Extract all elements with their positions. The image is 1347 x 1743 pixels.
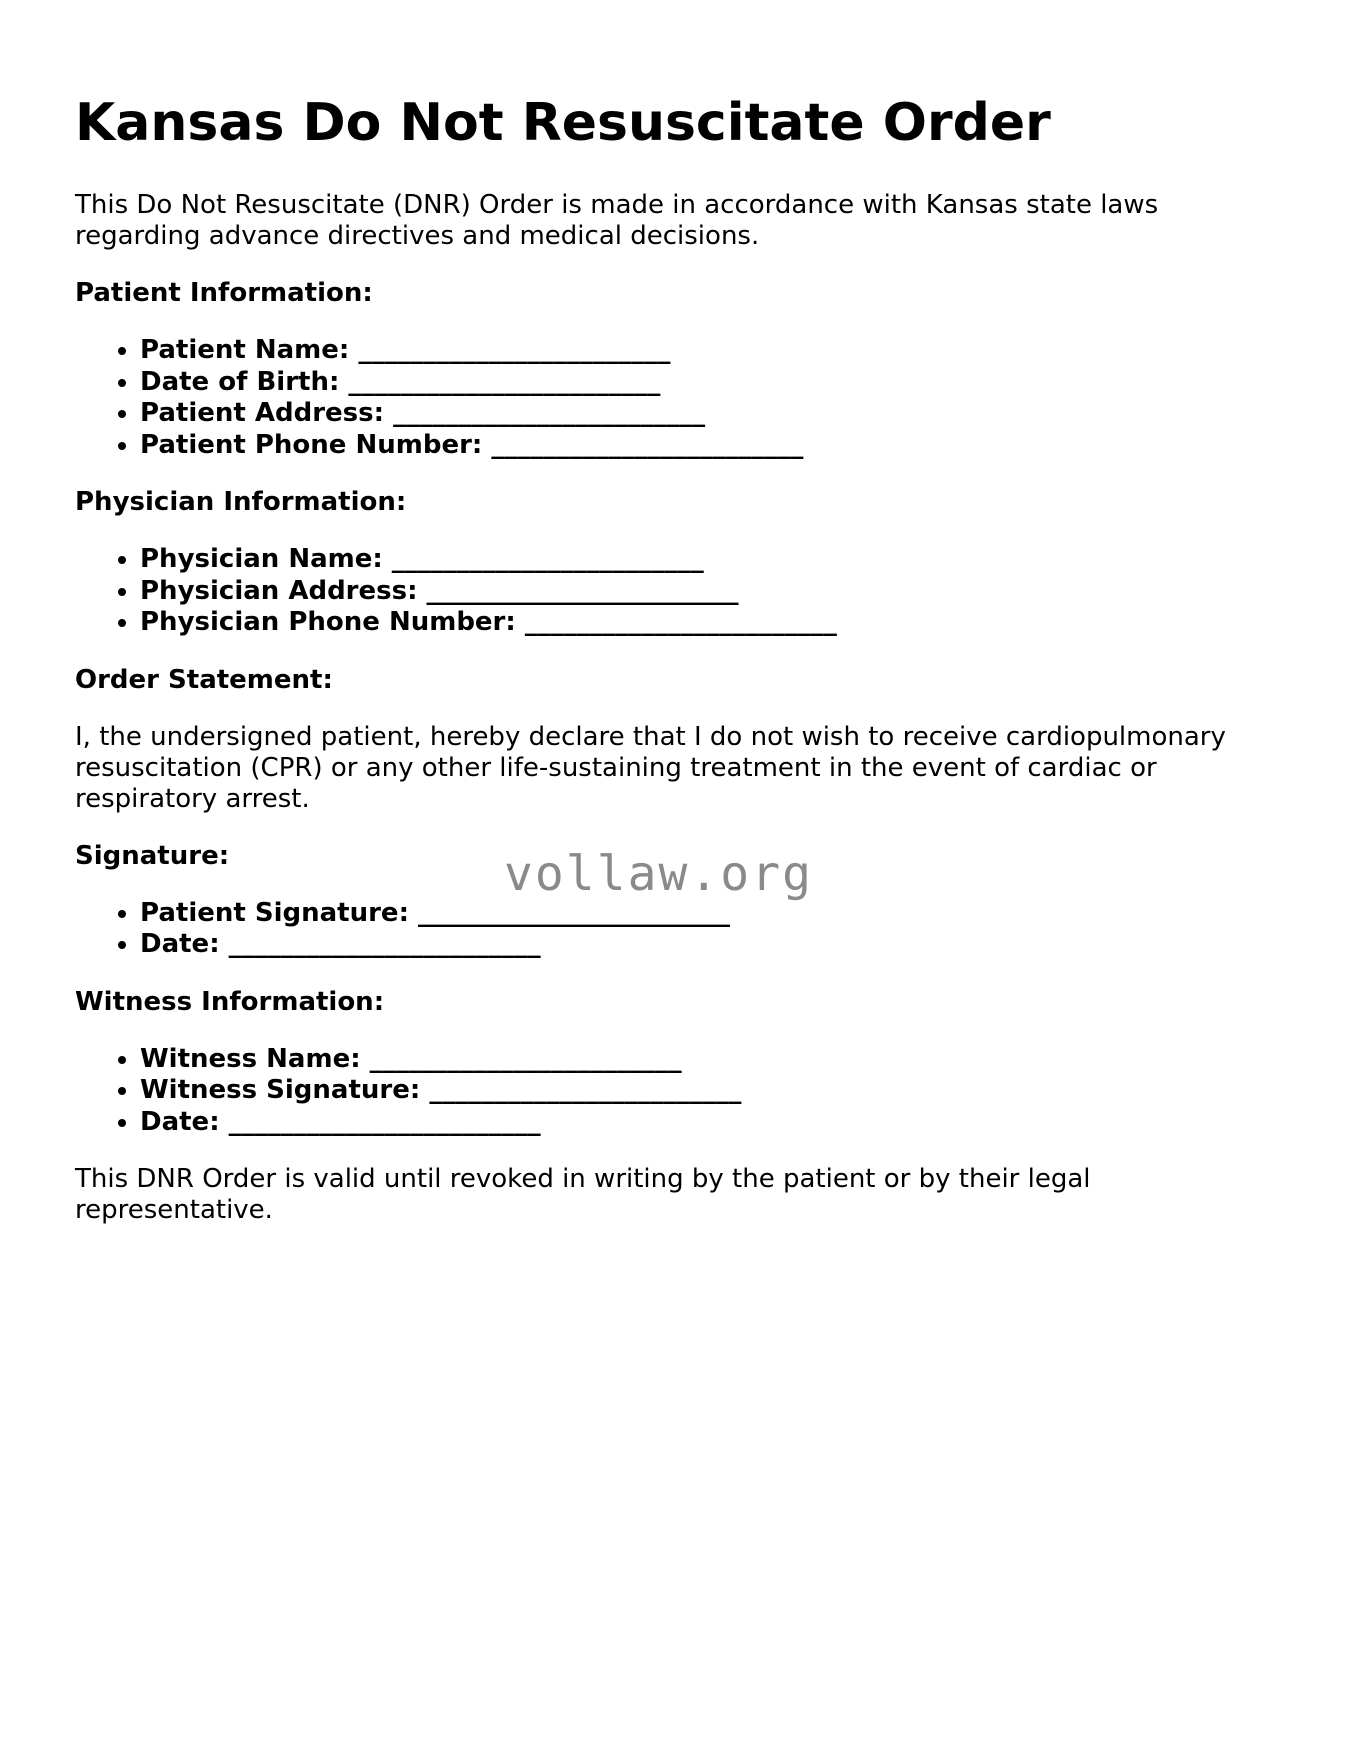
patient-information-list <box>75 335 1275 461</box>
signature-heading: Signature: <box>75 840 230 871</box>
witness-signature-field: • Witness Signature: ________________________ <box>140 1075 1275 1107</box>
physician-information-list <box>75 544 1275 639</box>
physician-information-heading: Physician Information: <box>75 487 407 518</box>
physician-address-field: • Physician Address: ________________________ <box>140 576 1275 608</box>
document-title: Kansas Do Not Resuscitate Order <box>75 93 1051 153</box>
order-statement-heading: Order Statement: <box>75 664 333 695</box>
order-statement-text: I, the undersigned patient, hereby declare that I do not wish to receive cardiopulmonary resuscitation (CPR) or any other life-sustaining treatment in the event of cardiac or respiratory arrest. <box>75 721 1226 814</box>
physician-name-field: • Physician Name: ________________________ <box>140 544 1275 576</box>
patient-signature-field: • Patient Signature: ________________________ <box>140 898 1275 930</box>
patient-address-field: • Patient Address: ________________________ <box>140 398 1275 430</box>
signature-list <box>75 898 1275 961</box>
document-page <box>75 92 1275 1252</box>
witness-information-list <box>75 1044 1275 1139</box>
patient-phone-field: • Patient Phone Number: ________________________ <box>140 430 1275 462</box>
signature-date-field: • Date: ________________________ <box>140 929 1275 961</box>
witness-date-field: • Date: ________________________ <box>140 1107 1275 1139</box>
date-of-birth-field: • Date of Birth: ________________________ <box>140 367 1275 399</box>
watermark-text: vollaw.org <box>504 846 813 902</box>
patient-information-heading: Patient Information: <box>75 278 373 309</box>
closing-paragraph: This DNR Order is valid until revoked in writing by the patient or by their legal representative. <box>75 1164 1091 1226</box>
patient-name-field: • Patient Name: ________________________ <box>140 335 1275 367</box>
witness-name-field: • Witness Name: ________________________ <box>140 1044 1275 1076</box>
witness-information-heading: Witness Information: <box>75 986 385 1017</box>
intro-paragraph: This Do Not Resuscitate (DNR) Order is made in accordance with Kansas state laws regarding advance directives and medical decisions. <box>75 190 1159 252</box>
physician-phone-field: • Physician Phone Number: ________________________ <box>140 607 1275 639</box>
